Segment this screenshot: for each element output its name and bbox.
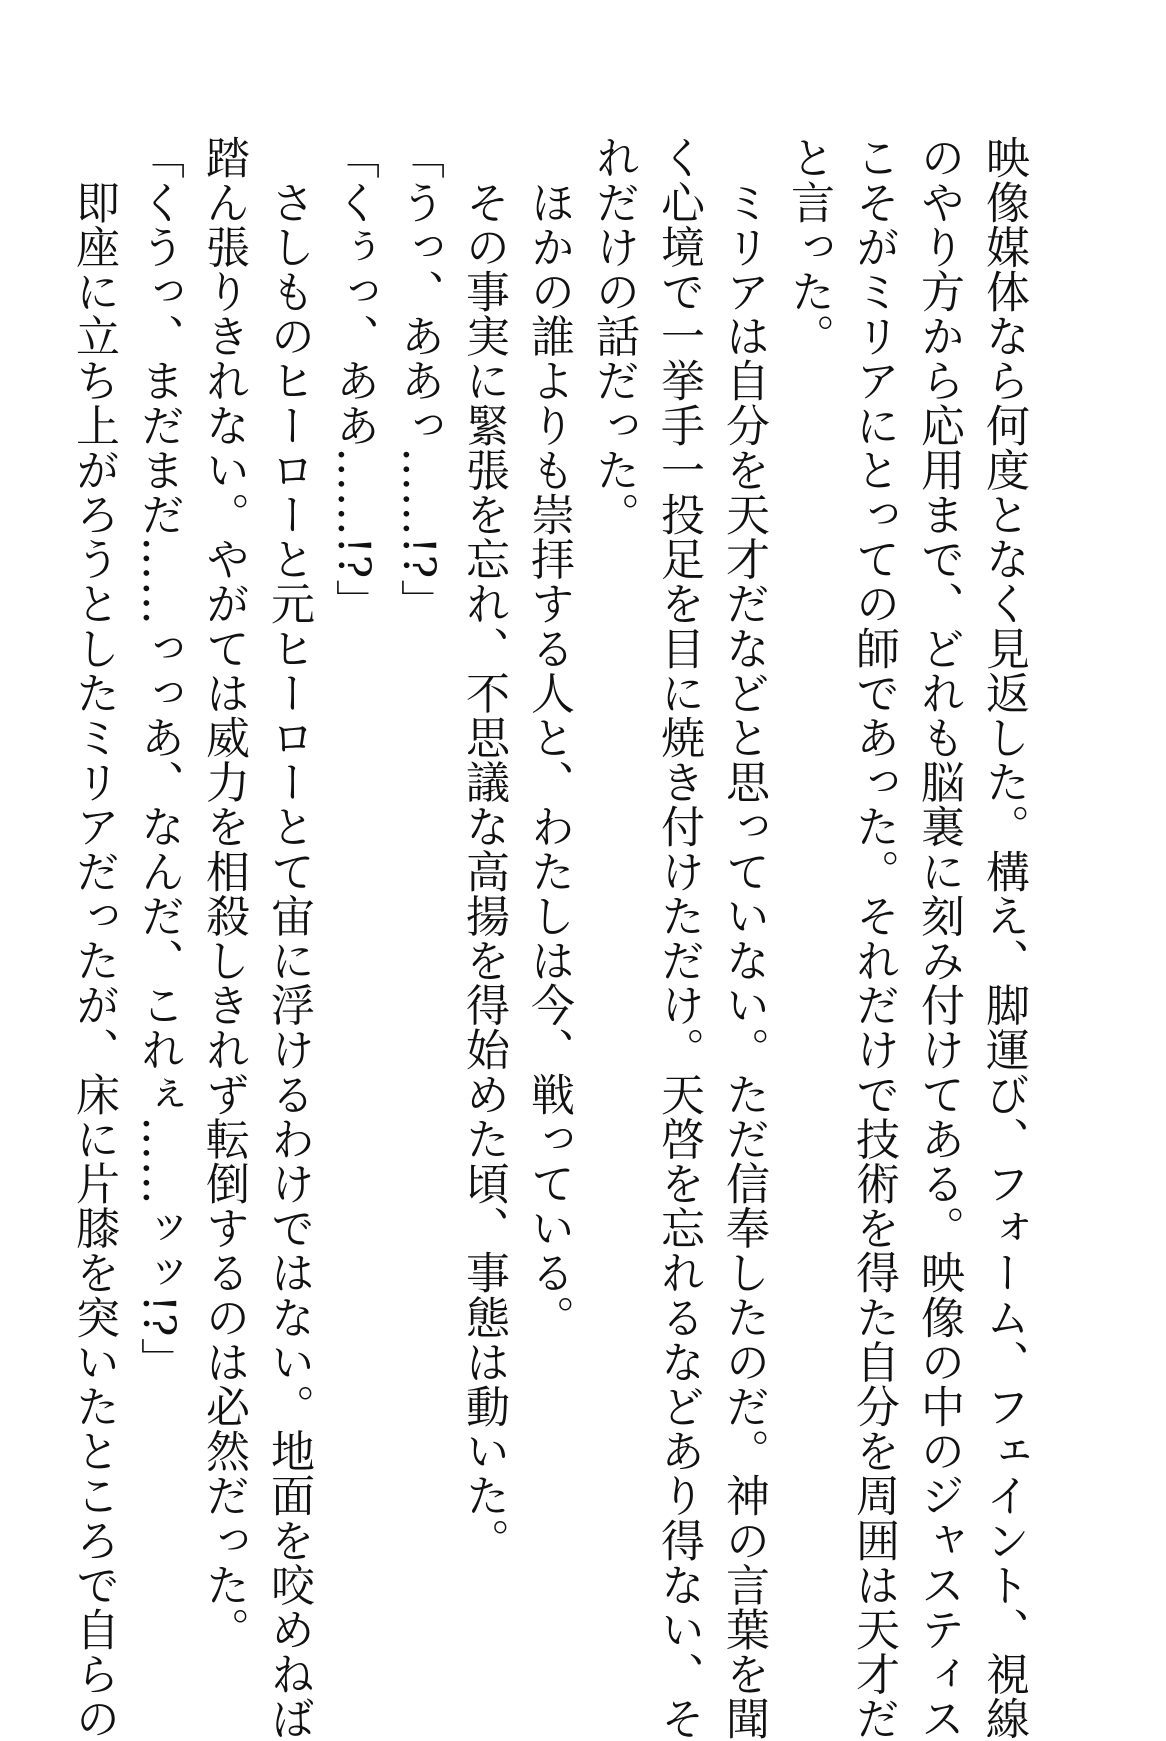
text-line: こそがミリアにとっての師であった。それだけで技術を得た自分を周囲は天才だ (848, 135, 899, 1741)
text-line: のやり方から応用まで、どれも脳裏に刻み付けてある。映像の中のジャスティス (913, 135, 964, 1741)
text-line: ほかの誰よりも崇拝する人と、わたしは今、戦っている。 (523, 135, 574, 1340)
text-line: 踏ん張りきれない。やがては威力を相殺しきれず転倒するのは必然だった。 (198, 135, 249, 1652)
text-line: その事実に緊張を忘れ、不思議な高揚を得始めた頃、事態は動いた。 (458, 135, 509, 1563)
dialogue-line: 「くうっ、まだまだ……っっあ、なんだ、これぇ……ッッ!?」 (133, 135, 184, 1382)
text-line: ミリアは自分を天才だなどと思っていない。ただ信奉したのだ。神の言葉を聞 (718, 135, 769, 1741)
dialogue-line: 「うっ、ああっ……!?」 (393, 135, 444, 624)
text-line: く心境で一挙手一投足を目に焼き付けただけ。天啓を忘れるなどあり得ない、そ (653, 135, 704, 1741)
text-line: 映像媒体なら何度となく見返した。構え、脚運び、フォーム、フェイント、視線 (978, 135, 1029, 1741)
text-line: れだけの話だった。 (588, 135, 639, 537)
dialogue-line: 「くぅっ、ああ……!?」 (328, 135, 379, 624)
text-line: と言った。 (783, 135, 834, 358)
text-line: さしものヒーローと元ヒーローとて宙に浮けるわけではない。地面を咬めねば (263, 135, 314, 1741)
vertical-text-body (61, 135, 1036, 1741)
text-line: 即座に立ち上がろうとしたミリアだったが、床に片膝を突いたところで自らの (68, 135, 119, 1741)
